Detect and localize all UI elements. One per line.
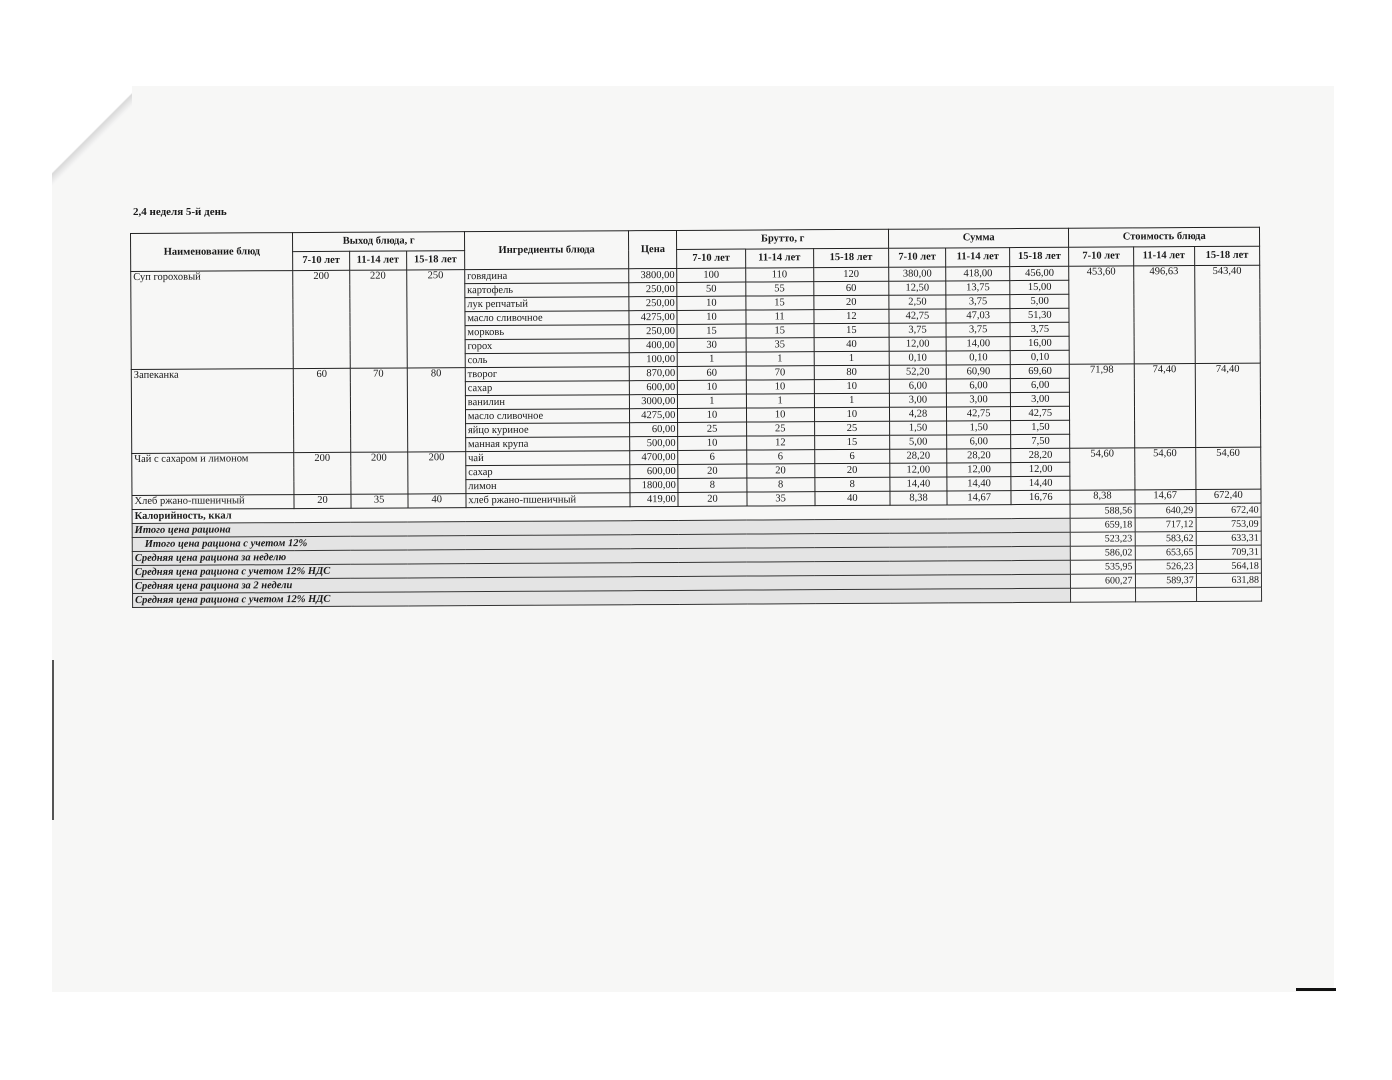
ingredient-sum: 16,00 xyxy=(1010,336,1069,350)
summary-value: 526,23 xyxy=(1135,560,1196,574)
header-sum: Сумма xyxy=(888,228,1069,248)
summary-value: 659,18 xyxy=(1071,518,1135,532)
summary-value: 653,65 xyxy=(1135,546,1196,560)
dish-output: 200 xyxy=(293,270,350,368)
ingredient-brutto: 40 xyxy=(814,337,889,351)
summary-value: 633,31 xyxy=(1196,531,1261,545)
ingredient-sum: 0,10 xyxy=(946,351,1010,365)
dish-output: 80 xyxy=(407,368,466,452)
ingredient-brutto: 35 xyxy=(747,492,815,506)
summary-value: 535,95 xyxy=(1071,560,1135,574)
ingredient-sum: 12,00 xyxy=(1011,462,1070,476)
ingredient-sum: 6,00 xyxy=(1011,378,1070,392)
ingredient-price: 250,00 xyxy=(629,282,677,296)
ingredient-sum: 3,75 xyxy=(889,323,946,337)
ingredient-sum: 14,40 xyxy=(947,477,1011,491)
summary-label: Средняя цена рациона с учетом 12% НДС xyxy=(132,560,1070,579)
dish-output: 40 xyxy=(408,494,466,508)
ingredient-name: соль xyxy=(465,353,629,368)
summary-label: Итого цена рациона с учетом 12% xyxy=(132,532,1070,551)
ingredient-brutto: 12 xyxy=(814,309,889,323)
dish-output: 60 xyxy=(294,368,351,452)
ingredient-sum: 12,00 xyxy=(947,463,1011,477)
ingredient-brutto: 30 xyxy=(677,338,745,352)
ingredient-brutto: 8 xyxy=(815,477,890,491)
ingredient-sum: 42,75 xyxy=(1011,406,1070,420)
summary-value: 717,12 xyxy=(1135,518,1196,532)
ingredient-brutto: 120 xyxy=(813,267,888,281)
summary-value: 600,27 xyxy=(1071,574,1135,588)
ingredient-brutto: 10 xyxy=(746,408,814,422)
ingredient-name: манная крупа xyxy=(465,437,629,452)
ingredient-sum: 28,20 xyxy=(947,449,1011,463)
header-cost: Стоимость блюда xyxy=(1069,227,1260,247)
summary-value: 523,23 xyxy=(1071,532,1135,546)
dish-cost: 543,40 xyxy=(1194,265,1260,363)
ingredient-brutto: 1 xyxy=(814,393,889,407)
ingredient-brutto: 60 xyxy=(814,281,889,295)
ingredient-brutto: 12 xyxy=(746,436,814,450)
header-brutto-age-11-14: 11-14 лет xyxy=(745,249,813,268)
ingredient-sum: 52,20 xyxy=(889,365,946,379)
ingredient-name: ванилин xyxy=(465,395,629,410)
ingredient-brutto: 25 xyxy=(814,421,889,435)
menu-cost-table xyxy=(130,227,1262,608)
dish-output: 70 xyxy=(350,368,408,452)
dish-cost: 74,40 xyxy=(1134,364,1196,448)
ingredient-sum: 4,28 xyxy=(889,407,946,421)
ingredient-sum: 12,50 xyxy=(889,281,946,295)
ingredient-sum: 6,00 xyxy=(946,379,1010,393)
ingredient-sum: 1,50 xyxy=(947,421,1011,435)
ingredient-name: морковь xyxy=(465,325,629,340)
ingredient-brutto: 15 xyxy=(745,296,813,310)
ingredient-sum: 28,20 xyxy=(1011,448,1070,462)
ingredient-brutto: 1 xyxy=(746,394,814,408)
ingredient-sum: 42,75 xyxy=(889,309,946,323)
dish-output: 220 xyxy=(349,270,407,368)
ingredient-name: лук репчатый xyxy=(465,297,629,312)
header-sum-age-15-18: 15-18 лет xyxy=(1010,247,1069,266)
ingredient-brutto: 8 xyxy=(746,478,814,492)
dish-cost: 453,60 xyxy=(1069,266,1134,364)
ingredient-brutto: 20 xyxy=(746,464,814,478)
ingredient-name: сахар xyxy=(465,381,629,396)
ingredient-brutto: 20 xyxy=(678,464,746,478)
dish-name: Суп гороховый xyxy=(131,271,294,370)
ingredient-sum: 14,40 xyxy=(890,477,947,491)
ingredient-price: 400,00 xyxy=(629,338,677,352)
ingredient-brutto: 25 xyxy=(678,422,746,436)
header-sum-age-11-14: 11-14 лет xyxy=(946,248,1010,267)
ingredient-name: сахар xyxy=(466,465,630,480)
summary-label: Средняя цена рациона за 2 недели xyxy=(132,574,1070,593)
ingredient-brutto: 10 xyxy=(678,408,746,422)
ingredient-price: 60,00 xyxy=(630,422,678,436)
ingredient-brutto: 80 xyxy=(814,365,889,379)
ingredient-price: 600,00 xyxy=(630,380,678,394)
summary-value: 753,09 xyxy=(1196,517,1261,531)
dish-cost: 672,40 xyxy=(1196,489,1261,503)
ingredient-brutto: 10 xyxy=(678,436,746,450)
ingredient-sum: 3,75 xyxy=(946,323,1010,337)
ingredient-brutto: 1 xyxy=(678,394,746,408)
header-output: Выход блюда, г xyxy=(293,232,465,252)
ingredient-name: масло сливочное xyxy=(465,311,629,326)
header-cost-age-11-14: 11-14 лет xyxy=(1133,247,1194,266)
ingredient-price: 870,00 xyxy=(630,366,678,380)
ingredient-brutto: 100 xyxy=(677,268,745,282)
ingredient-brutto: 15 xyxy=(677,324,745,338)
summary-value xyxy=(1196,587,1261,601)
ingredient-sum: 5,00 xyxy=(1010,294,1069,308)
dish-output: 250 xyxy=(406,270,465,368)
ingredient-price: 4275,00 xyxy=(629,310,677,324)
ingredient-sum: 13,75 xyxy=(946,281,1010,295)
ingredient-name: яйцо куриное xyxy=(465,423,629,438)
ingredient-sum: 456,00 xyxy=(1010,266,1069,280)
ingredient-sum: 3,75 xyxy=(1010,322,1069,336)
ingredient-brutto: 10 xyxy=(678,380,746,394)
ingredient-sum: 47,03 xyxy=(946,309,1010,323)
ingredient-brutto: 20 xyxy=(814,295,889,309)
ingredient-brutto: 35 xyxy=(746,338,814,352)
dish-cost: 496,63 xyxy=(1133,266,1195,364)
ingredient-sum: 60,90 xyxy=(946,365,1010,379)
dish-output: 200 xyxy=(350,452,407,494)
dish-output: 200 xyxy=(294,452,350,494)
header-output-age-11-14: 11-14 лет xyxy=(349,251,406,270)
dish-name: Запеканка xyxy=(131,369,294,454)
ingredient-brutto: 6 xyxy=(746,450,814,464)
dish-cost: 74,40 xyxy=(1195,363,1261,447)
dish-name: Хлеб ржано-пшеничный xyxy=(132,495,294,510)
summary-value: 709,31 xyxy=(1196,545,1261,559)
ingredient-sum: 5,00 xyxy=(890,435,947,449)
ingredient-brutto: 1 xyxy=(678,352,746,366)
dish-cost: 71,98 xyxy=(1070,364,1135,448)
summary-value xyxy=(1071,588,1135,602)
ingredient-sum: 16,76 xyxy=(1011,490,1070,504)
header-brutto: Брутто, г xyxy=(677,229,889,249)
ingredient-sum: 42,75 xyxy=(947,407,1011,421)
ingredient-price: 600,00 xyxy=(630,464,678,478)
ingredient-price: 250,00 xyxy=(629,324,677,338)
ingredient-brutto: 10 xyxy=(814,407,889,421)
ingredient-sum: 0,10 xyxy=(1010,350,1069,364)
ingredient-brutto: 10 xyxy=(677,310,745,324)
ingredient-sum: 1,50 xyxy=(890,421,947,435)
ingredient-name: картофель xyxy=(465,283,629,298)
ingredient-brutto: 10 xyxy=(814,379,889,393)
dish-output: 200 xyxy=(407,452,465,494)
header-price: Цена xyxy=(629,230,677,268)
ingredient-sum: 3,00 xyxy=(946,393,1010,407)
ingredient-price: 4275,00 xyxy=(630,408,678,422)
header-cost-age-7-10: 7-10 лет xyxy=(1069,247,1133,266)
dish-cost: 54,60 xyxy=(1134,448,1195,490)
ingredient-name: говядина xyxy=(465,269,629,284)
ingredient-price: 1800,00 xyxy=(630,478,678,492)
summary-value: 583,62 xyxy=(1135,532,1196,546)
summary-label: Средняя цена рациона за неделю xyxy=(132,546,1070,565)
header-dish: Наименование блюд xyxy=(131,233,294,272)
header-output-age-7-10: 7-10 лет xyxy=(293,251,349,270)
ingredient-brutto: 70 xyxy=(746,366,814,380)
summary-value: 672,40 xyxy=(1196,503,1261,517)
summary-value: 586,02 xyxy=(1071,546,1135,560)
ingredient-sum: 15,00 xyxy=(1010,280,1069,294)
ingredient-price: 419,00 xyxy=(630,492,678,506)
ingredient-price: 250,00 xyxy=(629,296,677,310)
ingredient-brutto: 20 xyxy=(815,463,890,477)
scan-edge-mark xyxy=(1296,988,1336,991)
ingredient-sum: 6,00 xyxy=(889,379,946,393)
menu-table-body xyxy=(131,265,1262,607)
summary-value xyxy=(1135,588,1196,602)
ingredient-sum: 380,00 xyxy=(889,267,946,281)
header-cost-age-15-18: 15-18 лет xyxy=(1194,246,1259,265)
ingredient-brutto: 15 xyxy=(814,435,889,449)
ingredient-brutto: 20 xyxy=(678,492,746,506)
ingredient-brutto: 55 xyxy=(745,282,813,296)
ingredient-sum: 69,60 xyxy=(1010,364,1069,378)
ingredient-sum: 12,00 xyxy=(890,463,947,477)
ingredient-brutto: 15 xyxy=(814,323,889,337)
header-output-age-15-18: 15-18 лет xyxy=(406,251,464,270)
ingredient-sum: 2,50 xyxy=(889,295,946,309)
ingredient-brutto: 15 xyxy=(746,324,814,338)
ingredient-brutto: 50 xyxy=(677,282,745,296)
dish-output: 35 xyxy=(351,494,408,508)
ingredient-brutto: 10 xyxy=(677,296,745,310)
ingredient-sum: 418,00 xyxy=(946,267,1010,281)
summary-value: 631,88 xyxy=(1196,573,1261,587)
ingredient-sum: 3,00 xyxy=(889,393,946,407)
summary-value: 589,37 xyxy=(1135,574,1196,588)
header-sum-age-7-10: 7-10 лет xyxy=(889,248,946,267)
ingredient-sum: 12,00 xyxy=(889,337,946,351)
dish-output: 20 xyxy=(294,494,350,508)
summary-value: 564,18 xyxy=(1196,559,1261,573)
summary-label: Средняя цена рациона с учетом 12% НДС xyxy=(133,588,1071,607)
ingredient-name: хлеб ржано-пшеничный xyxy=(466,493,630,508)
ingredient-brutto: 1 xyxy=(746,352,814,366)
ingredient-name: лимон xyxy=(466,479,630,494)
ingredient-brutto: 6 xyxy=(678,450,746,464)
ingredient-sum: 14,00 xyxy=(946,337,1010,351)
header-brutto-age-15-18: 15-18 лет xyxy=(813,248,888,267)
ingredient-brutto: 60 xyxy=(678,366,746,380)
ingredient-sum: 0,10 xyxy=(889,351,946,365)
ingredient-brutto: 6 xyxy=(814,449,889,463)
ingredient-brutto: 10 xyxy=(746,380,814,394)
dish-cost: 8,38 xyxy=(1070,490,1134,504)
header-ingredients: Ингредиенты блюда xyxy=(464,231,629,270)
dish-cost: 14,67 xyxy=(1135,490,1196,504)
ingredient-sum: 14,40 xyxy=(1011,476,1070,490)
page-heading: 2,4 неделя 5-й день xyxy=(133,206,227,218)
page-fold-corner xyxy=(52,86,132,186)
ingredient-price: 4700,00 xyxy=(630,450,678,464)
ingredient-sum: 51,30 xyxy=(1010,308,1069,322)
summary-value: 640,29 xyxy=(1135,504,1196,518)
ingredient-brutto: 110 xyxy=(745,268,813,282)
ingredient-sum: 3,00 xyxy=(1011,392,1070,406)
ingredient-price: 3000,00 xyxy=(630,394,678,408)
ingredient-brutto: 25 xyxy=(746,422,814,436)
header-brutto-age-7-10: 7-10 лет xyxy=(677,249,745,268)
ingredient-sum: 1,50 xyxy=(1011,420,1070,434)
dish-name: Чай с сахаром и лимоном xyxy=(132,453,295,496)
ingredient-price: 500,00 xyxy=(630,436,678,450)
ingredient-sum: 7,50 xyxy=(1011,434,1070,448)
dish-cost: 54,60 xyxy=(1195,447,1261,489)
summary-label: Калорийность, ккал xyxy=(132,504,1070,523)
dish-cost: 54,60 xyxy=(1070,448,1134,490)
ingredient-price: 3800,00 xyxy=(629,268,677,282)
ingredient-brutto: 11 xyxy=(746,310,814,324)
ingredient-sum: 3,75 xyxy=(946,295,1010,309)
ingredient-brutto: 40 xyxy=(815,491,890,505)
ingredient-brutto: 1 xyxy=(814,351,889,365)
ingredient-name: горох xyxy=(465,339,629,354)
ingredient-name: чай xyxy=(466,451,630,466)
ingredient-name: творог xyxy=(465,367,629,382)
ingredient-price: 100,00 xyxy=(629,352,677,366)
ingredient-sum: 28,20 xyxy=(890,449,947,463)
ingredient-sum: 6,00 xyxy=(947,435,1011,449)
ingredient-sum: 8,38 xyxy=(890,491,947,505)
summary-value: 588,56 xyxy=(1070,504,1134,518)
summary-label: Итого цена рациона xyxy=(132,518,1070,537)
ingredient-sum: 14,67 xyxy=(947,491,1011,505)
scan-edge-line xyxy=(52,660,54,820)
ingredient-name: масло сливочное xyxy=(465,409,629,424)
ingredient-brutto: 8 xyxy=(678,478,746,492)
